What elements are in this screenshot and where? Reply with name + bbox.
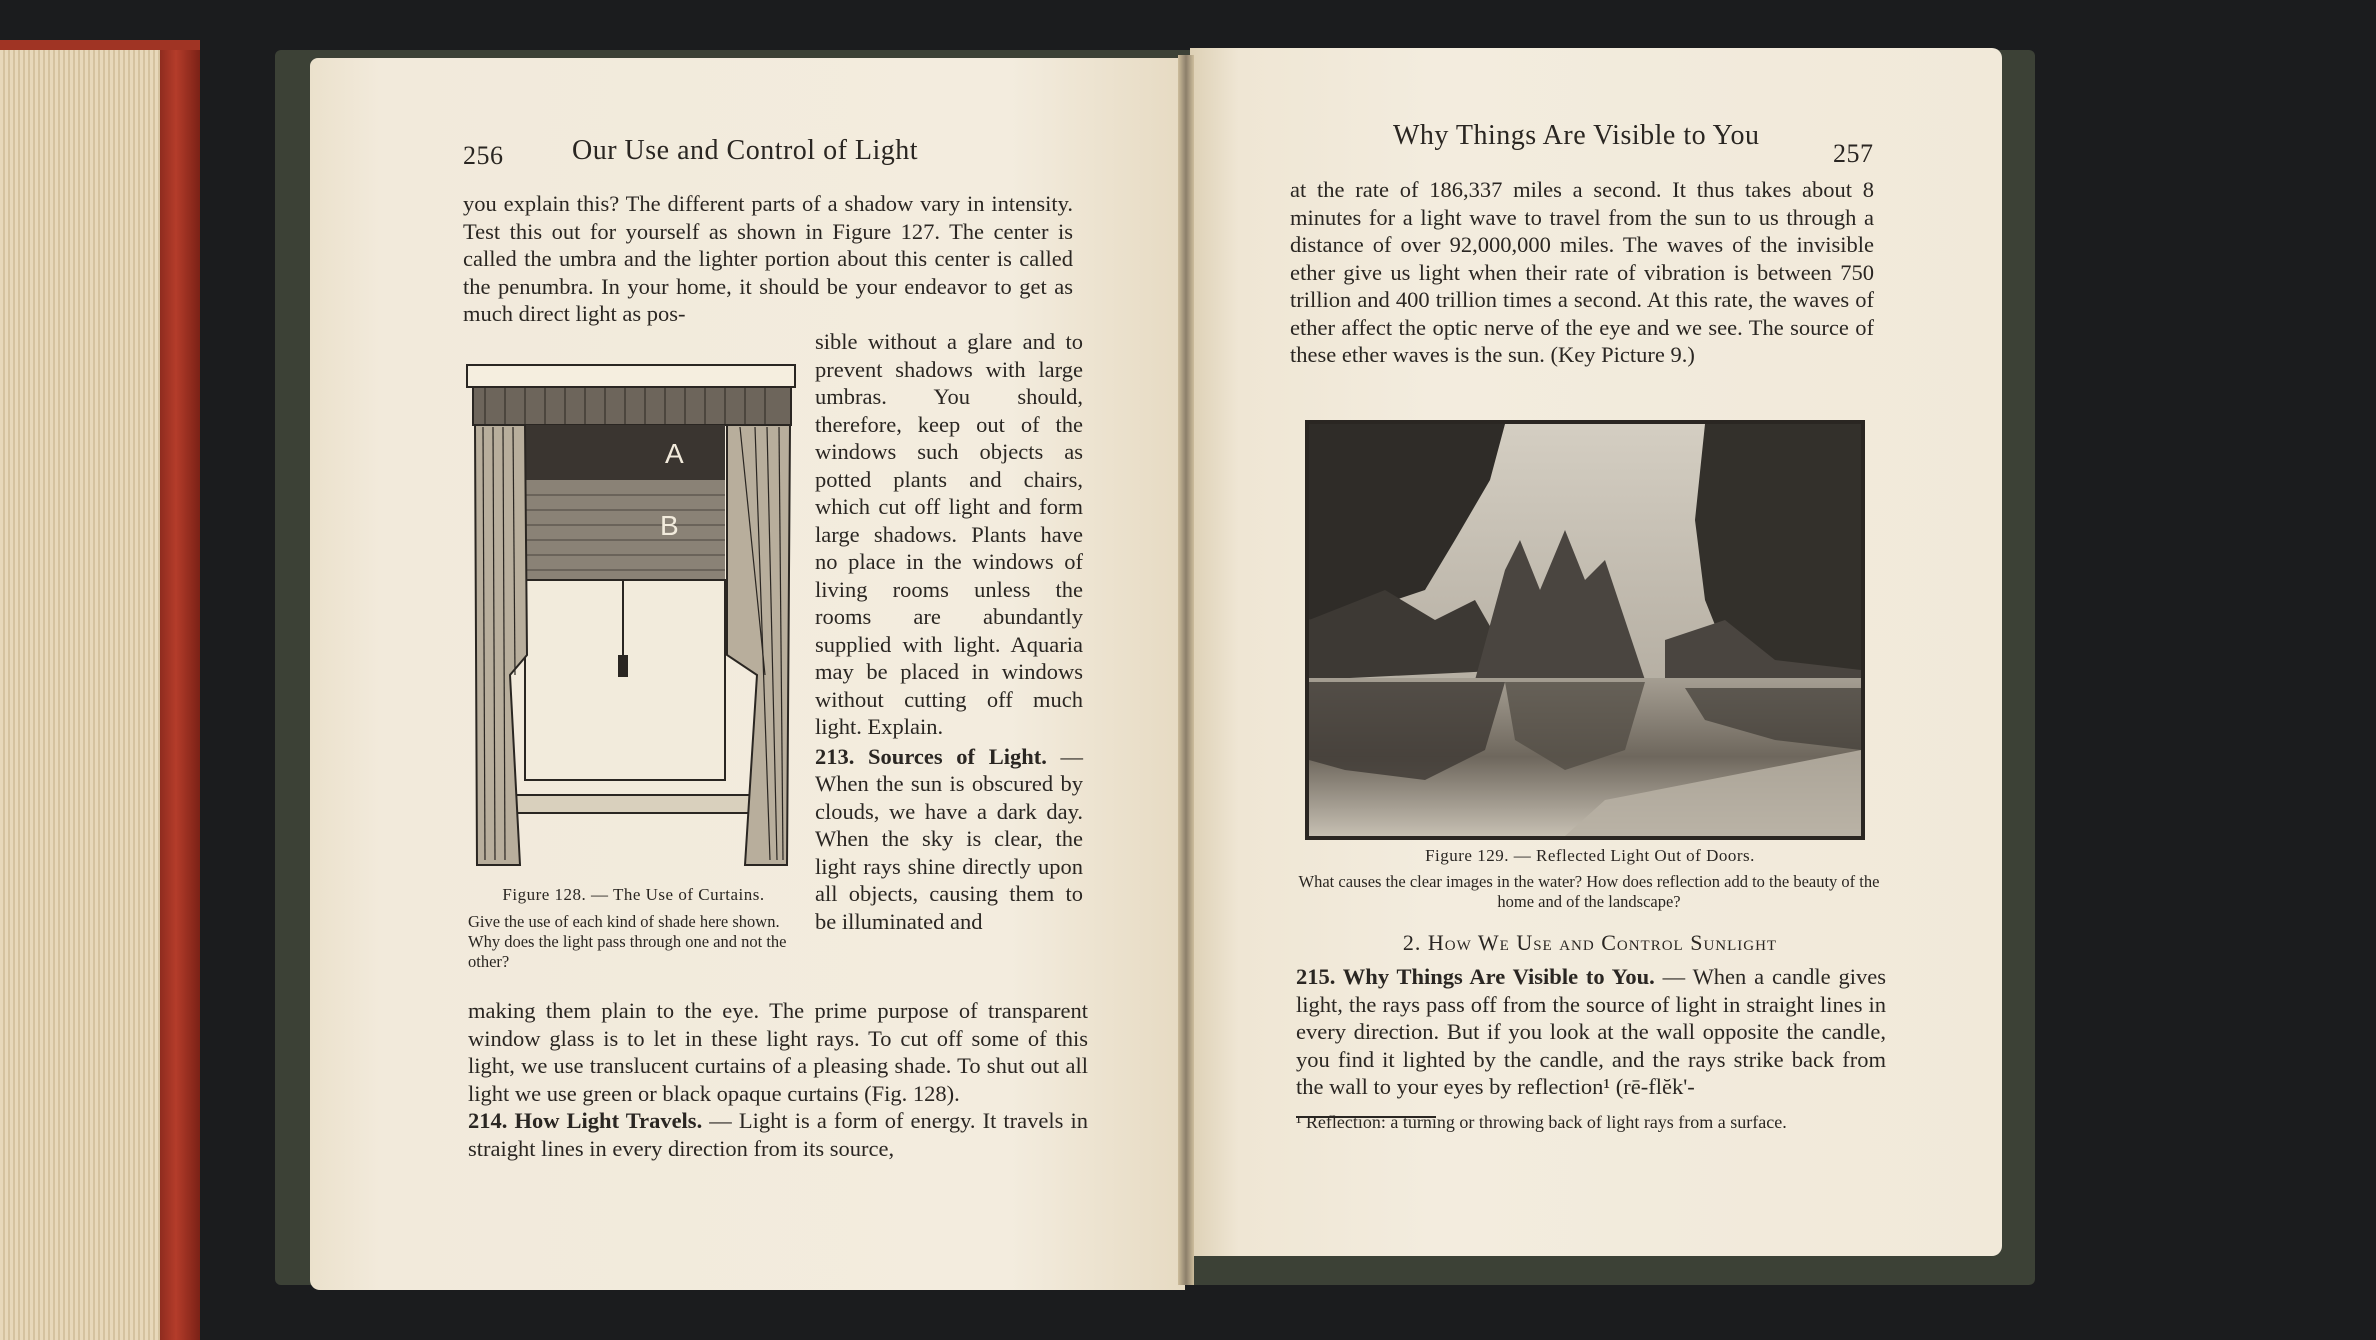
left-top-paragraph: you explain this? The different parts of a shadow vary in intensity. Test this out for yourself as shown in Figure 127. The center is called the umbra and the lighter portion about this center is called the penumbra. In your home, it should be your endeavor to get as much direct light as pos-: [463, 191, 1073, 326]
section-214-heading: 214. How Light Travels.: [468, 1108, 703, 1133]
section-215: [1296, 963, 1886, 1101]
section-215-heading: 215. Why Things Are Visible to You.: [1296, 964, 1655, 989]
right-running-head: Why Things Are Visible to You: [1393, 120, 1760, 151]
closed-book-red-cover: [160, 50, 200, 1340]
section-215-text: — When a candle gives light, the rays pass off from the source of light in straight lines in every direction. But if you look at the wall opposite the candle, you find it lighted by the candle, and the rays strike back from the wall to your eyes by reflection¹ (rē-flĕk'-: [1296, 964, 1887, 1099]
section-214-text: — Light is a form of energy. It travels in straight lines in every direction from its source,: [468, 1108, 1088, 1161]
curtain-illustration: [465, 355, 800, 875]
figure-129-caption-body: What causes the clear images in the water? How does reflection add to the beauty of the home and of the landscape?: [1298, 872, 1880, 911]
figure-129-caption-title: Figure 129. — Reflected Light Out of Doors.: [1425, 846, 1755, 865]
right-page-number: 257: [1833, 139, 1874, 168]
section-214: [468, 1107, 1088, 1162]
left-running-head: Our Use and Control of Light: [572, 135, 919, 166]
figure-128-caption-body: Give the use of each kind of shade here shown. Why does the light pass through one and not the other?: [468, 912, 787, 971]
left-side-column: [815, 328, 1083, 935]
section-heading: 2. How We Use and Control Sunlight: [1402, 930, 1778, 955]
figure-label-a: A: [665, 438, 684, 469]
section-213-heading: 213. Sources of Light.: [815, 743, 1047, 769]
section-213-text: — When the sun is obscured by clouds, we have a dark day. When the sky is clear, the light rays shine directly upon all objects, causing them to be illuminated and: [815, 743, 1084, 934]
reflection-photo-figure: [1305, 420, 1865, 840]
landscape-reflection-photo: [1305, 420, 1865, 840]
left-page-number: 256: [463, 141, 504, 170]
closed-book: [0, 40, 200, 1340]
book-gutter: [1178, 55, 1194, 1285]
side-column-text: sible without a glare and to prevent shadows with large umbras. You should, therefore, keep out of the windows such objects as potted plants and chairs, which cut off light and form large shadows. Plants have no place in the windows of living rooms unless the rooms are abundantly supplied with light. Aquaria may be placed in windows without cutting off much light. Explain.: [815, 329, 1083, 739]
curtain-figure: [465, 355, 800, 875]
figure-label-b: B: [660, 510, 679, 541]
closed-book-page-edges: [0, 50, 162, 1340]
figure-128-caption-title: Figure 128. — The Use of Curtains.: [502, 885, 765, 904]
right-top-paragraph: at the rate of 186,337 miles a second. It thus takes about 8 minutes for a light wave to travel from the sun to us through a distance of over 92,000,000 miles. The waves of the invisible ether give us light when their rate of vibration is between 750 trillion and 400 trillion times a second. At this rate, the waves of ether affect the optic nerve of the eye and we see. The source of these ether waves is the sun. (Key Picture 9.): [1290, 177, 1874, 367]
continuation-text: making them plain to the eye. The prime purpose of transparent window glass is to let in these light rays. To cut off some of this light, we use translucent curtains of a pleasing shade. To shut out all light we use green or black opaque curtains (Fig. 128).: [468, 998, 1088, 1106]
footnote: ¹ Reflection: a turning or throwing back of light rays from a surface.: [1296, 1112, 1787, 1132]
section-213: [815, 743, 1083, 936]
left-continuation: [468, 997, 1088, 1162]
